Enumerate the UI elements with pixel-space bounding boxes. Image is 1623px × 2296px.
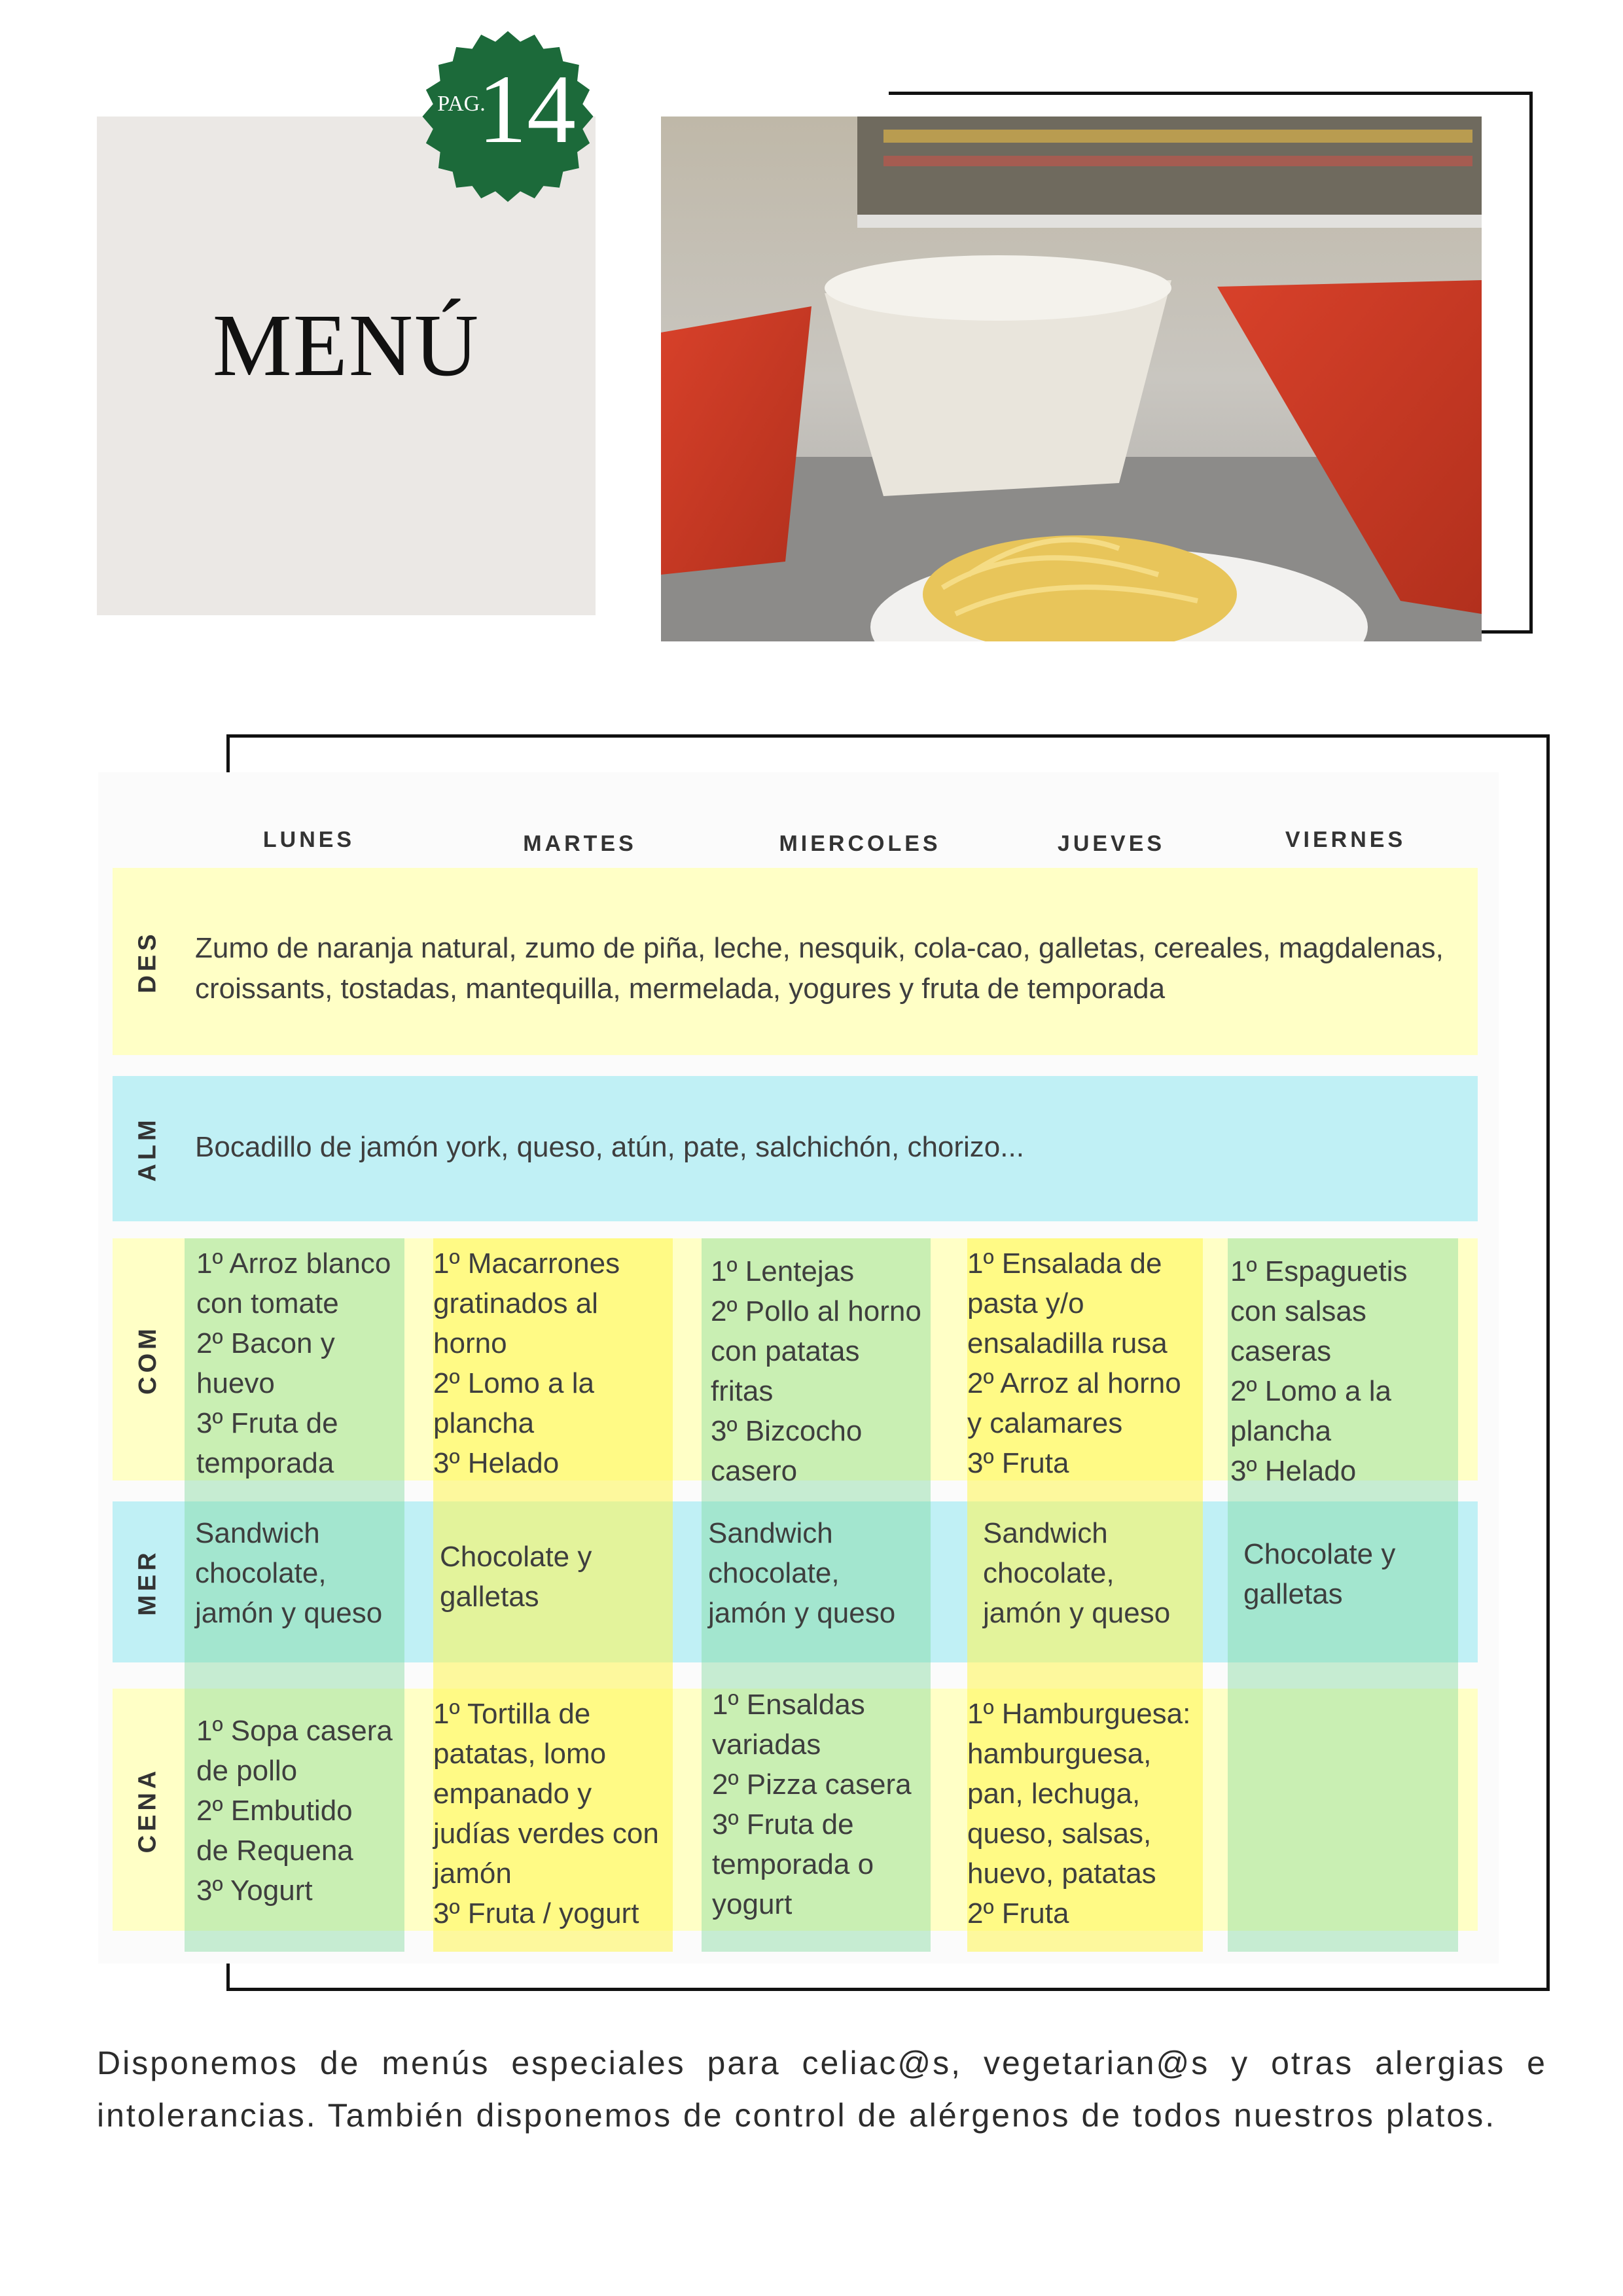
lunch-lunes: 1º Arroz blanco con tomate 2º Bacon y huevo 3º Fruta de temporada [196,1247,391,1479]
day-header-lunes: LUNES [262,827,355,852]
row-label-alm: ALM [134,1115,162,1182]
dinner-lunes: 1º Sopa casera de pollo 2º Embutido de Requena 3º Yogurt [196,1715,393,1907]
row-label-des: DES [134,929,162,994]
lunch-jueves: 1º Ensalada de pasta y/o ensaladilla rusa 2º Arroz al horno y calamares 3º Fruta [967,1247,1181,1479]
page-title: MENÚ [212,296,480,395]
day-header-viernes: VIERNES [1285,827,1406,852]
row-label-cena: CENA [134,1767,162,1853]
day-header-jueves: JUEVES [1057,831,1166,856]
dinner-martes: 1º Tortilla de patatas, lomo empanado y judías verdes con jamón 3º Fruta / yogurt [433,1698,659,1929]
afternoon-snack-lunes: Sandwich chocolate, jamón y queso [195,1517,383,1629]
row-label-mer: MER [134,1548,162,1616]
lunch-miercoles: 1º Lentejas 2º Pollo al horno con patatas fritas 3º Bizcocho casero [711,1255,921,1487]
snack-text: Bocadillo de jamón york, queso, atún, pate, salchichón, chorizo... [195,1131,1024,1163]
breakfast-text: Zumo de naranja natural, zumo de piña, leche, nesquik, cola-cao, galletas, cereales, magdalenas, croissants, tostadas, mantequilla, mermelada, yogures y fruta de temporada [195,932,1444,1005]
page-number: 14 [478,55,576,164]
dinner-jueves: 1º Hamburguesa: hamburguesa, pan, lechuga, queso, salsas, huevo, patatas 2º Fruta [967,1698,1191,1929]
afternoon-snack-martes: Chocolate y galletas [440,1541,592,1613]
lunch-viernes: 1º Espaguetis con salsas caseras 2º Lomo a la plancha 3º Helado [1230,1255,1408,1487]
dinner-miercoles: 1º Ensaldas variadas 2º Pizza casera 3º Fruta de temporada o yogurt [712,1689,912,1920]
afternoon-snack-jueves: Sandwich chocolate, jamón y queso [983,1517,1171,1629]
day-header-miercoles: MIERCOLES [779,831,941,856]
afternoon-snack-viernes: Chocolate y galletas [1243,1538,1396,1610]
food-photo [661,117,1482,641]
footer-note: Disponemos de menús especiales para celiac@s, vegetarian@s y otras alergias e intolerancias. También disponemos de control de alérgenos de todos nuestros platos. [97,2045,1547,2134]
row-label-com: COM [134,1324,162,1395]
day-header-martes: MARTES [523,831,637,856]
lunch-martes: 1º Macarrones gratinados al horno 2º Lomo a la plancha 3º Helado [433,1247,620,1479]
afternoon-snack-miercoles: Sandwich chocolate, jamón y queso [708,1517,896,1629]
page-badge-prefix: PAG. [437,92,486,116]
